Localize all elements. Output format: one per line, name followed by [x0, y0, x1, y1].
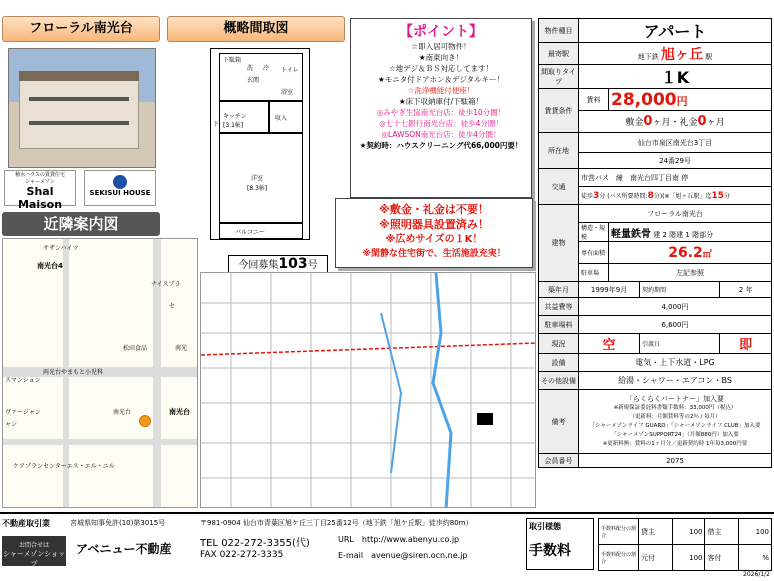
- map-label: ケアプランセンターエス・エル・ニル: [13, 463, 115, 470]
- other-label: その他設備: [539, 372, 579, 390]
- remark-line: 「シャーメゾンSUPPORT24」（月額880円）加入要: [611, 431, 739, 438]
- area-value: 26.2: [668, 244, 703, 261]
- rent-label: 賃料: [579, 89, 609, 111]
- parking-value: 左記参照: [609, 264, 772, 282]
- plan-label: 下駄箱: [223, 57, 242, 64]
- bus-min: 8: [647, 190, 654, 201]
- bus-stop-suffix: 停: [681, 173, 689, 182]
- point-line: ☆即入居可物件！: [411, 42, 471, 51]
- layout-value: １K: [579, 65, 772, 89]
- station-line: 地下鉄: [637, 52, 659, 61]
- contract-label: 契約期間: [640, 282, 720, 298]
- map-label: 南光台4: [37, 262, 63, 270]
- fee-b-value: %: [739, 545, 772, 571]
- bus-text: 分): [653, 192, 663, 200]
- map-label: ャン: [5, 421, 18, 428]
- deposit-text: 敷金: [625, 118, 644, 128]
- bus: 市営バス: [581, 173, 609, 182]
- fee-a: 元付: [639, 545, 673, 571]
- tel: 022-272-3355(代): [221, 538, 310, 549]
- nearby-title: 近隣案内図: [2, 212, 160, 236]
- license-label: 不動産取引業: [2, 519, 50, 528]
- area-map: [200, 272, 536, 508]
- points-box: [350, 18, 532, 198]
- point-line: ◎七十七銀行南光台店：徒歩4分圏！: [379, 119, 503, 128]
- floor-plan-header: 概略間取図: [167, 16, 345, 42]
- trade-value: 手数料: [529, 543, 571, 559]
- map-label: 両光台やまもと小児科: [43, 369, 104, 376]
- facilities-value: 電気・上下水道・LPG: [579, 354, 772, 372]
- plan-label: 収入: [275, 115, 288, 122]
- url[interactable]: http://www.abenyu.co.jp: [361, 535, 460, 544]
- license: 宮城県知事免許(10)第3015号: [70, 519, 166, 527]
- parking-fee-label: 駐車場料: [539, 316, 579, 334]
- parking-label: 駐車場: [579, 264, 609, 282]
- plan-label: キッチン: [223, 113, 247, 120]
- remark-line: ※新規保証委託料書類手数料：33,000円（税込）: [613, 404, 737, 411]
- rent-unit: 円: [676, 94, 688, 108]
- rent-value: 28,000: [611, 89, 677, 110]
- common-fee-label: 共益費等: [539, 298, 579, 316]
- plan-label: 洗: [247, 65, 254, 72]
- point-line: ★契約時：ハウスクリーニング代66,000円要！: [359, 141, 523, 150]
- company-name: アベニュー不動産: [76, 542, 172, 556]
- map-label: スマンション: [5, 377, 41, 384]
- walk-text: 分 (バス所要時間:: [599, 192, 648, 200]
- map-label: 松田食品: [123, 345, 148, 352]
- station-label: 最寄駅: [539, 43, 579, 65]
- car-min: 15: [711, 190, 725, 201]
- highlight-line: ※敷金・礼金は不要！: [379, 203, 489, 216]
- company-address: 〒981-0904 仙台市青葉区旭ケ丘三丁目25番12号（地下鉄「旭ケ丘駅」徒歩約80m）: [200, 519, 473, 527]
- key-money-text: 礼金: [679, 118, 698, 128]
- remark-line: （更新料：月額賃料等の2％ / 毎月）: [629, 413, 721, 420]
- floors-value: 2: [662, 230, 667, 239]
- structure-value: 軽量鉄骨: [611, 228, 651, 240]
- highlights-box: [335, 198, 533, 268]
- vacancy-text: 今回募集: [238, 260, 279, 271]
- building-label: 建物: [539, 205, 579, 282]
- fee-label: 手数料配分の割合: [599, 519, 639, 545]
- floor-text: 階建: [669, 230, 684, 239]
- car-unit: 分: [724, 192, 731, 200]
- floor-plan: [210, 48, 310, 240]
- vacancy-suffix: 号: [307, 260, 318, 271]
- fee-b: 客付: [705, 545, 739, 571]
- trade-label: 取引様態: [529, 522, 561, 531]
- footer: [0, 512, 774, 580]
- fee-a-value: 100: [672, 545, 705, 571]
- map-label: 南光台: [169, 408, 190, 416]
- fee-label: 手数料配分の割合: [599, 545, 639, 571]
- parking-fee-value: 6,600円: [579, 316, 772, 334]
- contract-value: 2: [738, 285, 744, 294]
- common-fee-value: 4,000円: [579, 298, 772, 316]
- tel-label: TEL: [200, 538, 218, 549]
- type-label: 物件種目: [539, 19, 579, 43]
- local-map: [2, 238, 198, 508]
- other-value: 給湯・シャワー・エアコン・BS: [579, 372, 772, 390]
- map-label: セ: [169, 303, 176, 310]
- point-line: ◎LAWSON南光台店：徒歩4分圏！: [381, 130, 501, 139]
- point-line: ★南東向き！: [418, 53, 464, 62]
- point-line: ★モニタ付ドアホン＆デジタルキー！: [377, 75, 505, 84]
- point-line: ★床下収納庫付/下駄箱！: [398, 97, 484, 106]
- floor-no: 1: [685, 230, 690, 239]
- floors-text: 建: [653, 230, 661, 239]
- type-value: アパート: [579, 19, 772, 43]
- building-photo: [8, 48, 156, 168]
- built-label: 築年月: [539, 282, 579, 298]
- map-label: 南光: [175, 345, 188, 352]
- highlight-line: ※照明器具設置済み！: [379, 218, 489, 231]
- handover-label: 引渡日: [640, 334, 720, 354]
- bus-stop: 南光台四丁目南: [630, 173, 679, 182]
- plan-label: 洋室: [251, 175, 264, 182]
- key-money-unit: ヶ月: [706, 118, 725, 128]
- area-map-svg: [201, 273, 536, 508]
- shamaison-text: Shal Maison: [17, 185, 63, 211]
- shop-badge: [2, 536, 66, 566]
- sekisui-text: SEKISUI HOUSE: [89, 189, 151, 197]
- walk-min: 3: [593, 190, 600, 201]
- contract-unit: 年: [745, 285, 753, 294]
- vacancy-label: [228, 255, 328, 273]
- email-label: E-mail: [338, 551, 364, 560]
- member-label: 会員番号: [539, 454, 579, 468]
- deposit-value: 0: [643, 114, 653, 129]
- walk-prefix: 徒歩: [581, 192, 594, 200]
- structure-label: 構造・規模: [579, 223, 609, 242]
- remark-line: 「らくらくパートナー」加入要: [626, 394, 724, 403]
- property-name-header: フローラル南光台: [2, 16, 160, 42]
- point-line: ☆洗浄機能付便座！: [407, 86, 475, 95]
- fee-b-value: 100: [739, 519, 772, 545]
- plan-label: 下: [213, 121, 220, 128]
- point-line: ☆地デジ＆ＢＳ対応してます！: [388, 64, 494, 73]
- remarks-label: 備考: [539, 390, 579, 454]
- key-money-value: 0: [697, 114, 707, 129]
- plan-label: [8.3帖]: [247, 185, 268, 192]
- built-value: 1999年9月: [579, 282, 640, 298]
- trade-box: [526, 518, 594, 570]
- plan-label: 玄関: [247, 77, 260, 84]
- fee-b: 借主: [705, 519, 739, 545]
- transport-label: 交通: [539, 169, 579, 205]
- floor-suffix: 階部分: [692, 230, 714, 239]
- email[interactable]: avenue@siren.ocn.ne.jp: [371, 551, 468, 560]
- shop-name: シャーメゾンショップ: [3, 550, 65, 568]
- brand-caption: 積水ハウスの賃貸住宅: [15, 172, 65, 178]
- map-label: 南光台: [113, 409, 132, 416]
- area-label: 専有面積: [579, 242, 609, 264]
- shamaison-logo: [4, 170, 76, 211]
- fee-a: 貸主: [639, 519, 673, 545]
- conditions-label: 賃貸条件: [539, 89, 579, 133]
- sekisui-logo: [84, 170, 156, 206]
- plan-label: トイレ: [281, 67, 299, 74]
- fax: 022-272-3335: [219, 550, 284, 560]
- deposit-unit: ヶ月: [652, 118, 671, 128]
- address-1: 仙台市泉区南光台3丁目: [579, 133, 772, 153]
- info-table: 物件種目 アパート 最寄駅 地下鉄 旭ヶ丘 駅 間取りタイプ １K 賃貸条件 賃料 28,000円 敷金0ヶ月・礼金0ヶ月 所在地 仙台市泉区南光台3丁目 24番29号 交通 市営バス 線 南光台四丁目南 停 徒歩3分 (バス所要時間:8分)(※「旭ヶ丘駅」迄15分 建物 フローラル南光台 構造・規模 軽量鉄骨 建 2 階建 1 階部分 専有面積 26.2㎡ 駐車場 左記参照 築年月 1999年9月 契約期間 2 年 共益費等 4,000円 駐車場料 6,600円 現況 空 引渡日 即 設備 電気・上下水道・LPG その他設備 給湯・シャワー・エアコン・BS 備考 「らくらくパートナー」加入要 ※新規保証委託料書類手数料：33,000円（税込） （更新料：月額賃料等の2％ / 毎月） 「シャーメゾンライフ GUARD」「シャーメゾンライフ CLUB」加入要 「シャーメゾンSUPPORT24」（月額880円）加入要 ※更新料無：賃料の1ヶ月分／更新契約時 1年毎3,000円要 会員番号 2075: [538, 18, 772, 468]
- shop-note: お問合せは: [18, 542, 49, 549]
- fee-a-value: 100: [672, 519, 705, 545]
- facilities-label: 設備: [539, 354, 579, 372]
- map-label: ナイスプラ: [151, 281, 181, 288]
- plan-label: バルコニー: [235, 229, 266, 236]
- station-name: 旭ヶ丘: [661, 46, 703, 63]
- property-marker-icon: [477, 413, 493, 425]
- map-label: ヴァージャン: [5, 409, 41, 416]
- bus-line: 線: [616, 173, 623, 182]
- map-label: サザンハイツ: [43, 245, 79, 252]
- location-label: 所在地: [539, 133, 579, 169]
- location-pin-icon: [139, 415, 151, 427]
- url-label: URL: [338, 535, 354, 544]
- status-label: 現況: [539, 334, 579, 354]
- handover-value: 即: [720, 334, 772, 354]
- highlight-line: ※広めサイズの１K！: [385, 234, 483, 245]
- status-value: 空: [579, 334, 640, 354]
- layout-label: 間取りタイプ: [539, 65, 579, 89]
- plan-label: 浴室: [281, 89, 294, 96]
- member-value: 2075: [579, 454, 772, 468]
- fax-label: FAX: [200, 550, 217, 560]
- points-title: 【ポイント】: [399, 24, 483, 40]
- plan-label: 冷: [263, 65, 270, 72]
- address-2: 24番29号: [579, 153, 772, 169]
- car-text: (※「旭ヶ丘駅」迄: [662, 192, 712, 200]
- plan-label: [3.1帖]: [223, 122, 244, 129]
- vacancy-room: 103: [278, 256, 308, 272]
- station-suffix: 駅: [705, 52, 713, 61]
- remark-line: 「シャーメゾンライフ GUARD」「シャーメゾンライフ CLUB」加入要: [589, 422, 761, 429]
- remark-line: ※更新料無：賃料の1ヶ月分／更新契約時 1年毎3,000円要: [602, 440, 748, 447]
- building-name: フローラル南光台: [579, 205, 772, 223]
- print-date: 2026/1/2: [743, 571, 770, 578]
- brand-caption-2: シャーメゾン: [25, 179, 55, 185]
- area-unit: ㎡: [702, 249, 712, 260]
- point-line: ◎みやぎ生協南光台店：徒歩10分圏！: [376, 108, 506, 117]
- highlight-line: ※閑静な住宅街で、生活施設充実！: [362, 249, 506, 259]
